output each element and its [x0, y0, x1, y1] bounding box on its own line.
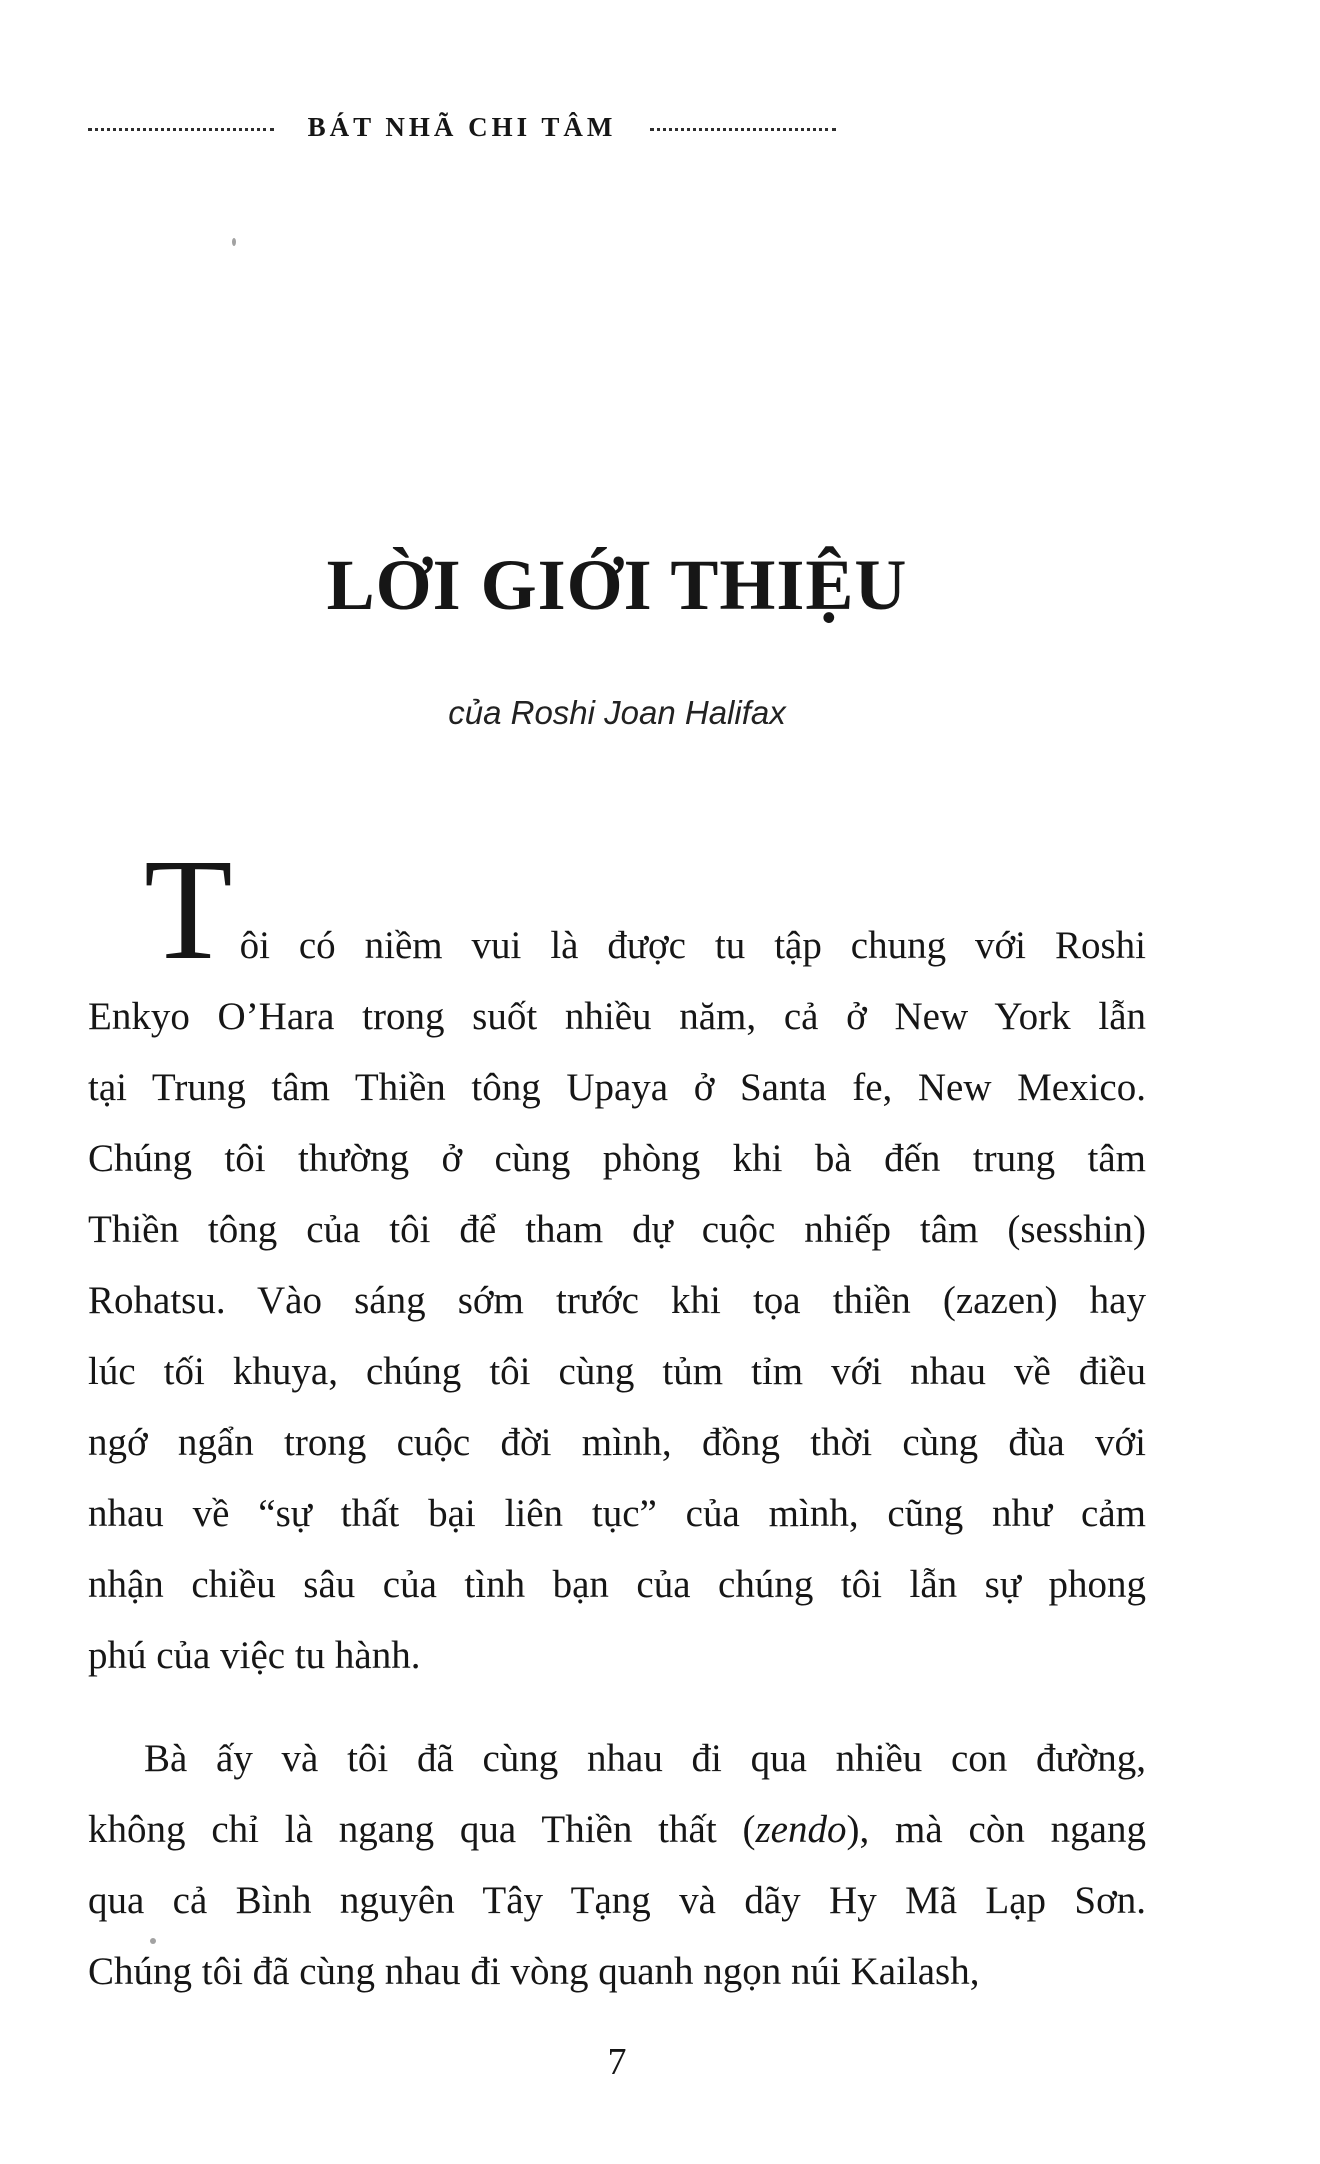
text-line: [88, 1123, 1146, 1194]
text-segment: qua cả Bình nguyên Tây Tạng và dãy Hy Mã Lạp Sơn.: [88, 1879, 1146, 1922]
text-segment: không chỉ là ngang qua Thiền thất (: [88, 1808, 756, 1851]
chapter-title: LỜI GIỚI THIỆU: [326, 545, 908, 625]
text-line: [88, 1794, 1146, 1865]
text-segment: Bà ấy và tôi đã cùng nhau đi qua nhiều con đường,: [144, 1737, 1146, 1780]
text-line: [88, 1336, 1146, 1407]
text-segment: Rohatsu. Vào sáng sớm trước khi tọa thiền (zazen) hay: [88, 1279, 1146, 1322]
text-segment: tại Trung tâm Thiền tông Upaya ở Santa fe, New Mexico.: [88, 1066, 1146, 1109]
text-segment: ngớ ngẩn trong cuộc đời mình, đồng thời cùng đùa với: [88, 1421, 1146, 1464]
text-segment: ), mà còn ngang: [846, 1808, 1146, 1851]
text-line: [88, 981, 1146, 1052]
running-header-title: BÁT NHÃ CHI TÂM: [307, 112, 617, 142]
text-line: [88, 1549, 1146, 1620]
text-line: [88, 1936, 1146, 2007]
text-segment: nhận chiều sâu của tình bạn của chúng tôi lẫn sự phong: [88, 1563, 1146, 1606]
italic-term: zendo: [755, 1808, 847, 1851]
paragraph-journeys: [88, 1723, 1146, 2007]
text-line: [88, 1407, 1146, 1478]
text-segment: lúc tối khuya, chúng tôi cùng tủm tỉm với nhau về điều: [88, 1350, 1146, 1393]
text-segment: phú của việc tu hành.: [88, 1634, 421, 1677]
text-line: [88, 1052, 1146, 1123]
text-line: [88, 1723, 1146, 1794]
drop-cap: T: [144, 830, 233, 990]
text-segment: Thiền tông của tôi để tham dự cuộc nhiếp tâm (sesshin): [88, 1208, 1146, 1251]
body-text: [88, 830, 1146, 2007]
paragraph-intro: [88, 830, 1146, 1691]
text-line: [88, 1478, 1146, 1549]
text-line: [88, 830, 1146, 990]
text-line: [88, 1194, 1146, 1265]
header-dotted-rule-right: [650, 128, 836, 131]
scan-artifact-dot: [232, 238, 236, 246]
text-segment: Enkyo O’Hara trong suốt nhiều năm, cả ở New York lẫn: [88, 995, 1146, 1038]
text-segment: ôi có niềm vui là được tu tập chung với Roshi: [239, 924, 1146, 967]
running-header: [88, 114, 836, 145]
text-segment: Chúng tôi thường ở cùng phòng khi bà đến trung tâm: [88, 1137, 1146, 1180]
header-dotted-rule-left: [88, 128, 274, 131]
text-line: [88, 1265, 1146, 1336]
page-number: 7: [607, 2041, 627, 2083]
chapter-subtitle: của Roshi Joan Halifax: [448, 694, 786, 731]
text-segment: nhau về “sự thất bại liên tục” của mình, cũng như cảm: [88, 1492, 1146, 1535]
text-segment: Chúng tôi đã cùng nhau đi vòng quanh ngọn núi Kailash,: [88, 1950, 980, 1993]
text-line: [88, 1865, 1146, 1936]
text-line: [88, 1620, 1146, 1691]
scan-artifact-dot: [150, 1938, 156, 1944]
